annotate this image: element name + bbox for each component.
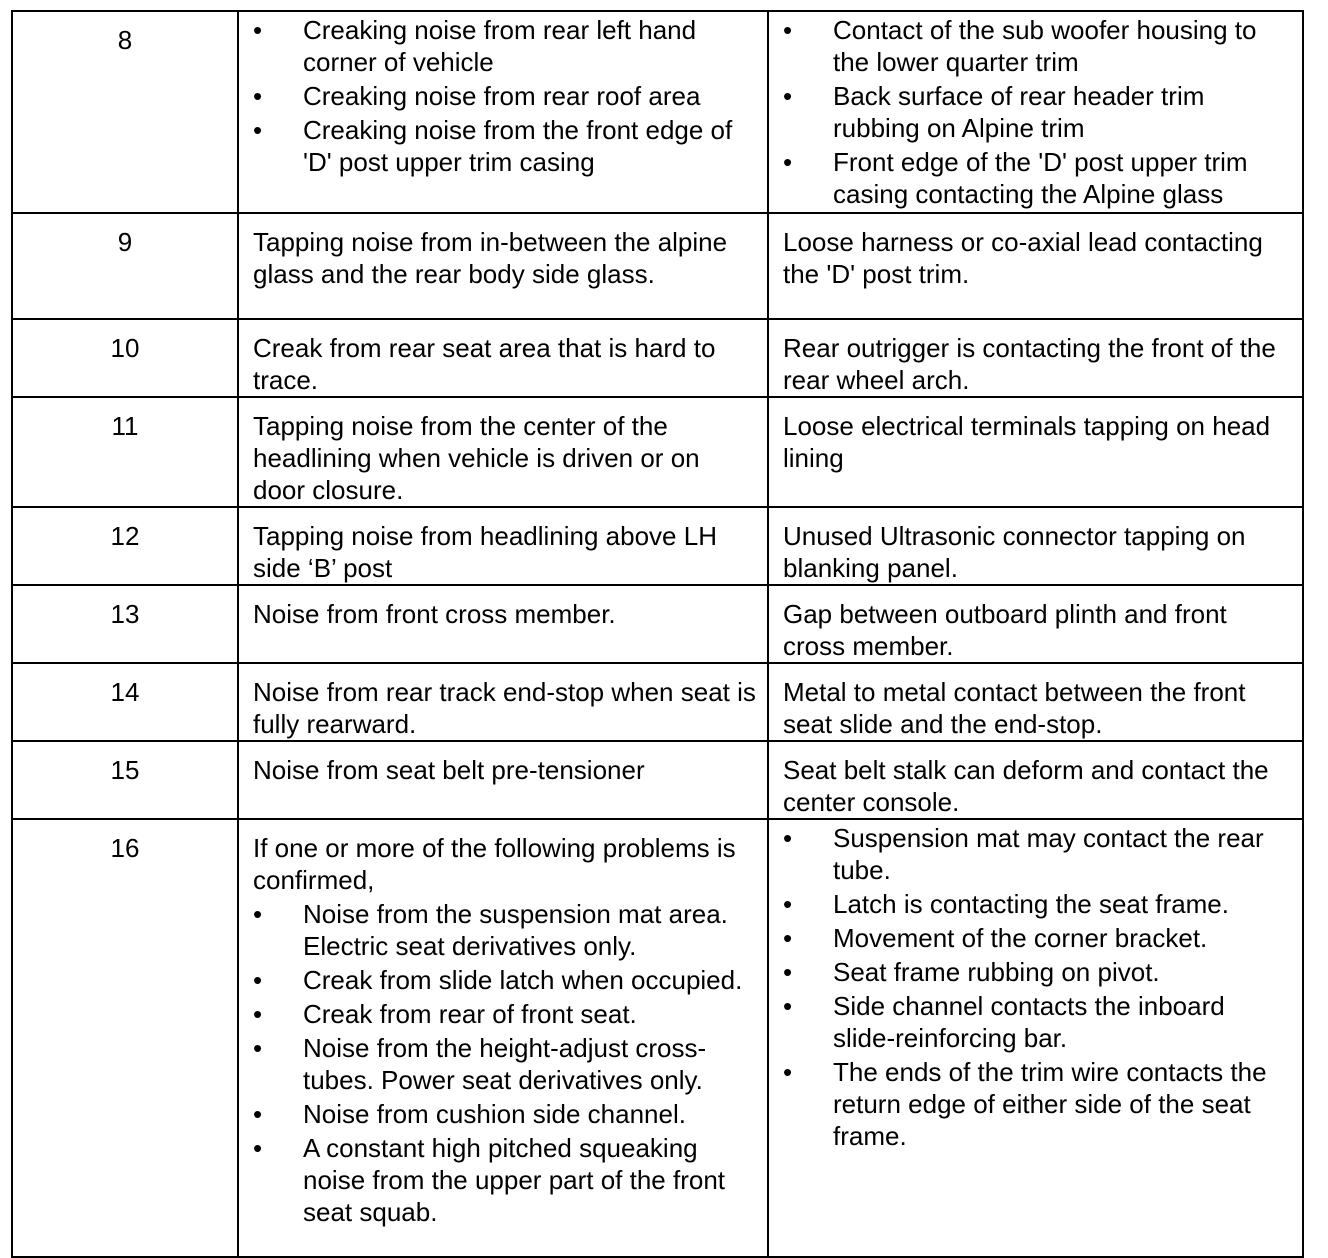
issue-cell: Noise from seat belt pre-tensioner [238, 741, 768, 819]
issue-bullet: • Noise from cushion side channel. [253, 1098, 757, 1130]
table-row [12, 11, 1303, 213]
issue-bullet: • Creaking noise from rear left hand corner of vehicle [253, 14, 759, 78]
issue-cell [238, 819, 768, 1257]
cause-bullet: • The ends of the trim wire contacts the return edge of either side of the seat frame. [783, 1056, 1294, 1152]
table-row [12, 585, 1303, 663]
row-number: 10 [12, 319, 238, 397]
cause-cell [768, 11, 1303, 213]
row-number: 8 [12, 11, 238, 213]
issue-intro: If one or more of the following problems is confirmed, [253, 833, 736, 895]
cause-cell: Unused Ultrasonic connector tapping on blanking panel. [768, 507, 1303, 585]
table-row [12, 819, 1303, 1257]
table-row [12, 507, 1303, 585]
issue-bullet-list [253, 898, 757, 1228]
issue-cell [238, 11, 768, 213]
row-number: 14 [12, 663, 238, 741]
cause-cell: Gap between outboard plinth and front cross member. [768, 585, 1303, 663]
issue-bullet: • Creaking noise from the front edge of 'D' post upper trim casing [253, 114, 759, 178]
issue-bullet-list [253, 14, 759, 178]
troubleshooting-table [11, 10, 1304, 1258]
cause-cell: Loose harness or co-axial lead contacting the 'D' post trim. [768, 213, 1303, 319]
table-row [12, 741, 1303, 819]
cause-cell: Metal to metal contact between the front seat slide and the end-stop. [768, 663, 1303, 741]
cause-cell: Loose electrical terminals tapping on head lining [768, 397, 1303, 507]
issue-cell: Noise from front cross member. [238, 585, 768, 663]
row-number: 11 [12, 397, 238, 507]
row-number: 13 [12, 585, 238, 663]
issue-cell: Tapping noise from in-between the alpine glass and the rear body side glass. [238, 213, 768, 319]
cause-bullet: • Side channel contacts the inboard slide-reinforcing bar. [783, 990, 1294, 1054]
row-number: 12 [12, 507, 238, 585]
cause-bullet: • Front edge of the 'D' post upper trim casing contacting the Alpine glass [783, 146, 1294, 210]
issue-bullet: • Creaking noise from rear roof area [253, 80, 759, 112]
cause-bullet: • Movement of the corner bracket. [783, 922, 1294, 954]
cause-bullet: • Latch is contacting the seat frame. [783, 888, 1294, 920]
issue-bullet: • Noise from the height-adjust cross-tubes. Power seat derivatives only. [253, 1032, 757, 1096]
issue-bullet: • Creak from rear of front seat. [253, 998, 757, 1030]
table-row [12, 319, 1303, 397]
table-row [12, 213, 1303, 319]
issue-bullet: • Creak from slide latch when occupied. [253, 964, 757, 996]
cause-bullet-list [783, 822, 1294, 1152]
row-number: 15 [12, 741, 238, 819]
issue-bullet: • A constant high pitched squeaking noise from the upper part of the front seat squab. [253, 1132, 757, 1228]
issue-bullet: • Noise from the suspension mat area. Electric seat derivatives only. [253, 898, 757, 962]
issue-cell: Tapping noise from headlining above LH side ‘B’ post [238, 507, 768, 585]
cause-bullet: • Contact of the sub woofer housing to the lower quarter trim [783, 14, 1294, 78]
issue-cell: Tapping noise from the center of the headlining when vehicle is driven or on door closure. [238, 397, 768, 507]
table-row [12, 663, 1303, 741]
issue-cell: Noise from rear track end-stop when seat is fully rearward. [238, 663, 768, 741]
cause-cell: Seat belt stalk can deform and contact the center console. [768, 741, 1303, 819]
row-number: 16 [12, 819, 238, 1257]
cause-bullet: • Back surface of rear header trim rubbing on Alpine trim [783, 80, 1294, 144]
row-number: 9 [12, 213, 238, 319]
table-row [12, 397, 1303, 507]
cause-cell: Rear outrigger is contacting the front of the rear wheel arch. [768, 319, 1303, 397]
cause-bullet: • Suspension mat may contact the rear tube. [783, 822, 1294, 886]
cause-bullet: • Seat frame rubbing on pivot. [783, 956, 1294, 988]
issue-cell: Creak from rear seat area that is hard to trace. [238, 319, 768, 397]
cause-cell [768, 819, 1303, 1257]
cause-bullet-list [783, 14, 1294, 210]
